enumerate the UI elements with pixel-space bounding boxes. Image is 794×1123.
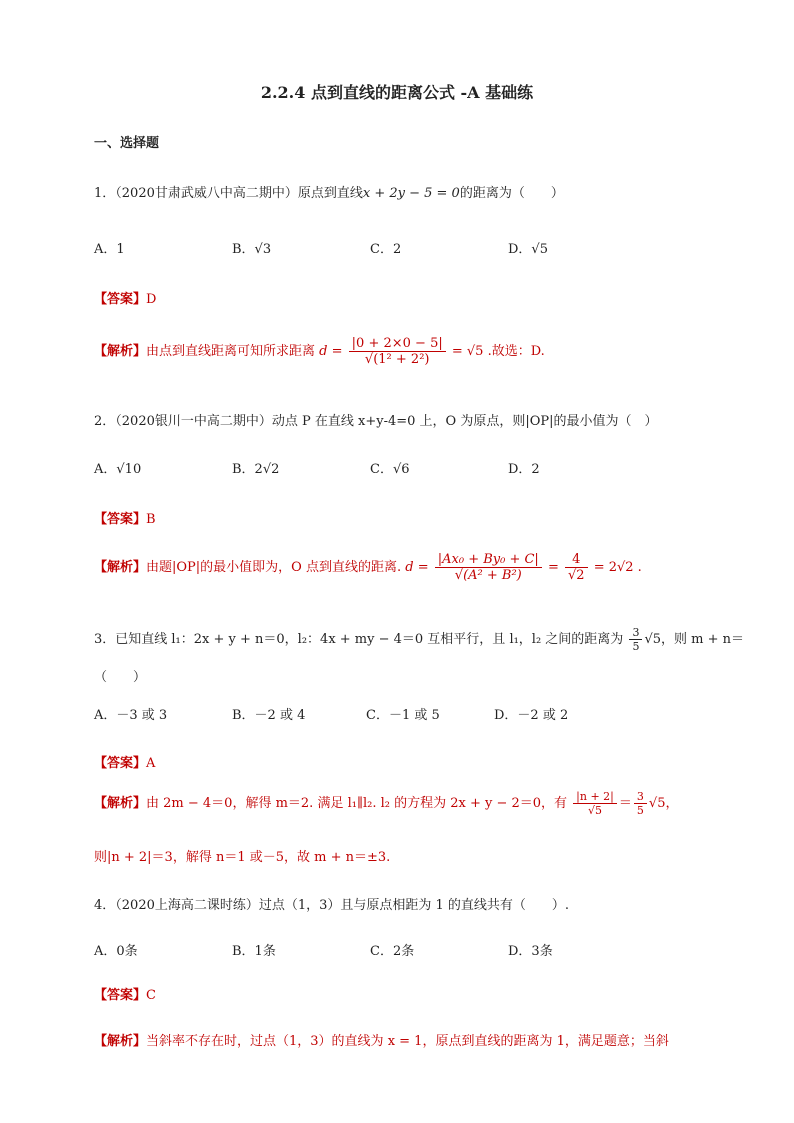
answer-tag: 【答案】 (94, 292, 147, 307)
q3-option-d: D．－2 或 2 (494, 708, 569, 723)
q3-answer (94, 752, 155, 771)
q3-stem-frac-num: 3 (629, 626, 642, 640)
q1-option-a: A．1 (94, 242, 125, 257)
q3-stem-frac-den: 5 (632, 640, 640, 653)
q4-option-d: D．3条 (508, 944, 553, 959)
q2-answer-value: B (146, 512, 156, 527)
q1-exp-fraction (349, 336, 446, 367)
answer-tag: 【答案】 (94, 756, 147, 771)
q3-stem-fraction (629, 626, 642, 653)
answer-tag: 【答案】 (94, 988, 147, 1003)
q2-exp-d: d = (405, 560, 429, 575)
q3-option-b: B．－2 或 4 (232, 708, 306, 723)
q4-answer-value: C (146, 988, 156, 1003)
question-3-stem (94, 626, 744, 653)
q3-stem-paren: （ ） (94, 670, 147, 685)
q2-option-c: C．√6 (370, 462, 410, 477)
q3-exp-equals: ＝ (618, 796, 632, 811)
explain-tag: 【解析】 (94, 796, 147, 811)
q1-exp-text: 由点到直线距离可知所求距离 (146, 344, 316, 359)
q4-option-c: C．2条 (370, 944, 415, 959)
q3-exp-fraction (573, 790, 617, 817)
q3-exp-numerator: |n + 2| (573, 790, 617, 804)
q3-exp-denominator: √5 (588, 804, 603, 817)
question-4-stem: 4．（2020上海高二课时练）过点（1，3）且与原点相距为 1 的直线共有（ ）. (94, 898, 570, 913)
q3-explanation (94, 790, 678, 817)
q3-stem-text-b: √5，则 m + n＝ (644, 632, 744, 647)
q1-exp-denominator: √(1² + 2²) (364, 352, 430, 367)
explain-tag: 【解析】 (94, 344, 147, 359)
q1-exp-numerator: |0 + 2×0 − 5| (349, 336, 446, 352)
q3-exp-text: 由 2m − 4＝0，解得 m＝2. 满足 l₁∥l₂. l₂ 的方程为 2x + y − 2＝0，有 (146, 796, 568, 811)
q1-stem-text-a: 1．（2020甘肃武威八中高二期中）原点到直线 (94, 186, 363, 201)
q2-exp-denominator-2: √2 (568, 568, 585, 583)
q3-exp-numerator-2: 3 (634, 790, 647, 804)
q2-exp-text: 由题|OP|的最小值即为，O 点到直线的距离. (146, 560, 402, 575)
q3-exp-result: √5， (648, 796, 679, 811)
q3-answer-value: A (146, 756, 156, 771)
q1-exp-result: = √5 .故选：D. (451, 344, 545, 359)
q3-exp-denominator-2: 5 (636, 804, 644, 817)
q2-exp-fraction-2 (565, 552, 588, 583)
question-2-stem: 2．（2020银川一中高二期中）动点 P 在直线 x+y-4=0 上，O 为原点，则|OP|的最小值为（ ） (94, 414, 658, 429)
q3-option-c: C．－1 或 5 (366, 708, 440, 723)
q1-option-b: B．√3 (232, 242, 272, 257)
q2-exp-numerator-2: 4 (565, 552, 588, 568)
q2-exp-result: = 2√2 . (593, 560, 642, 575)
q3-explanation-cont: 则|n + 2|＝3，解得 n＝1 或－5，故 m + n＝±3. (94, 850, 391, 865)
q1-answer (94, 288, 156, 307)
q2-exp-equals: = (547, 560, 559, 575)
question-1-stem (94, 182, 564, 201)
q4-option-b: B．1条 (232, 944, 276, 959)
q4-answer (94, 984, 156, 1003)
page-title: 2.2.4 点到直线的距离公式 -A 基础练 (260, 83, 534, 102)
q4-option-a: A．0条 (94, 944, 138, 959)
q4-exp-text: 当斜率不存在时，过点（1，3）的直线为 x = 1，原点到直线的距离为 1，满足题意；当斜 (146, 1034, 669, 1049)
q1-option-d: D．√5 (508, 242, 548, 257)
q1-answer-value: D (146, 292, 157, 307)
q1-explanation (94, 336, 545, 367)
answer-tag: 【答案】 (94, 512, 147, 527)
q1-option-c: C．2 (370, 242, 402, 257)
q2-option-d: D．2 (508, 462, 540, 477)
q2-exp-numerator: |Ax₀ + By₀ + C| (435, 552, 542, 568)
q2-exp-denominator: √(A² + B²) (454, 568, 522, 583)
explain-tag: 【解析】 (94, 560, 147, 575)
q4-explanation (94, 1030, 669, 1049)
q2-option-b: B．2√2 (232, 462, 280, 477)
q2-answer (94, 508, 156, 527)
q3-stem-text-a: 3．已知直线 l₁：2x + y + n＝0，l₂：4x + my − 4＝0 互相平行，且 l₁，l₂ 之间的距离为 (94, 632, 624, 647)
q1-exp-d: d = (319, 344, 343, 359)
q3-exp-fraction-2 (634, 790, 647, 817)
explain-tag: 【解析】 (94, 1034, 147, 1049)
q3-option-a: A．－3 或 3 (94, 708, 168, 723)
q2-exp-fraction (435, 552, 542, 583)
q2-option-a: A．√10 (94, 462, 142, 477)
q1-stem-text-b: 的距离为（ ） (459, 186, 564, 201)
q2-explanation (94, 552, 642, 583)
section-heading: 一、选择题 (94, 136, 160, 151)
q1-stem-equation: x + 2y − 5 = 0 (362, 186, 460, 201)
